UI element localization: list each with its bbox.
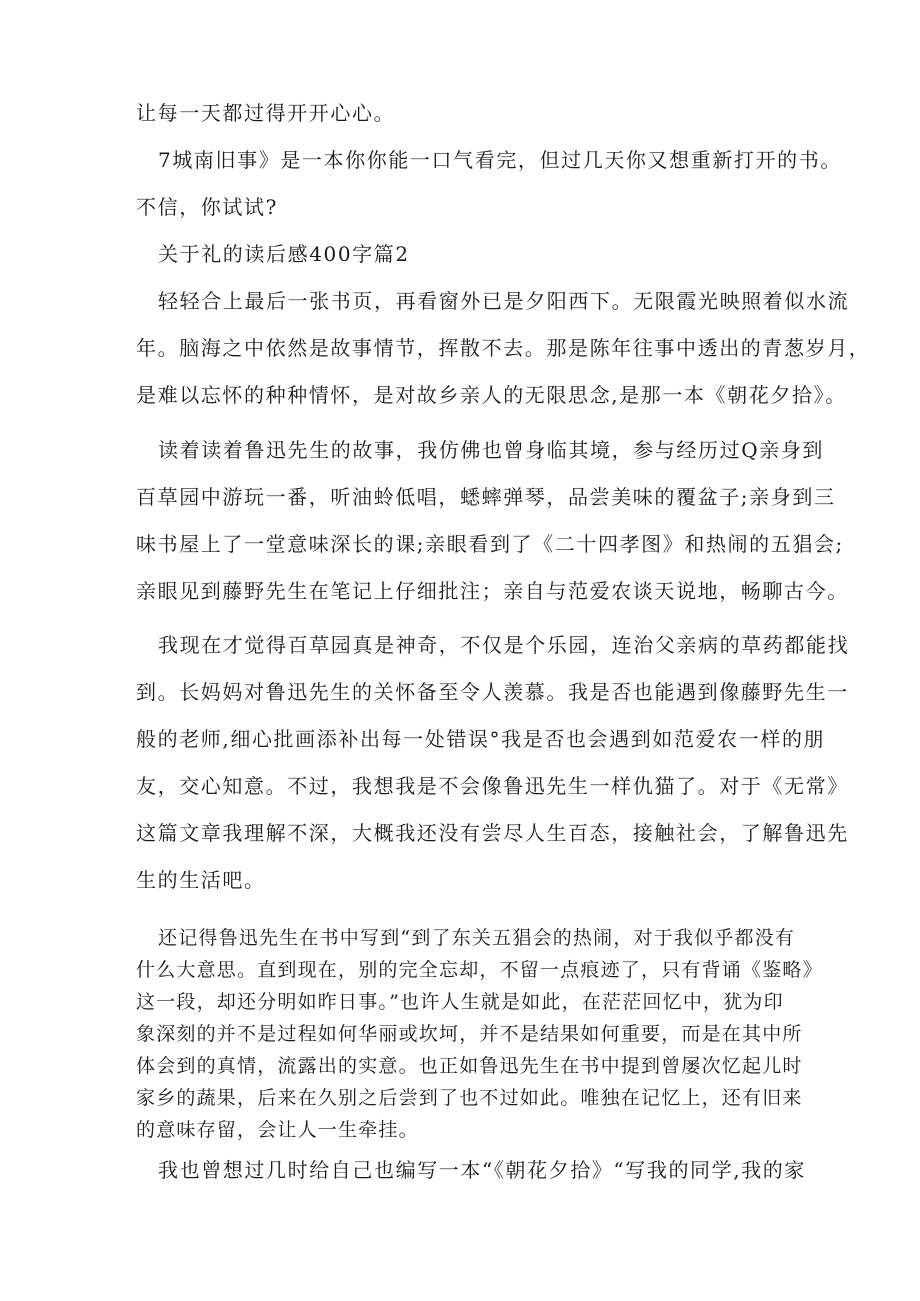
- text-line: 让每一天都过得开开心心。: [136, 101, 396, 125]
- text-line: 还记得鲁迅先生在书中写到“到了东关五猖会的热闹，对于我似乎都没有: [158, 927, 796, 949]
- text-line: 般的老师,细心批画添补出每一处错误°我是否也会遇到如范爱农一样的朋: [136, 727, 826, 751]
- text-line: 什么大意思。直到现在，别的完全忘却，不留一点痕迹了，只有背诵《鉴略》: [136, 959, 823, 981]
- text-line: 不信，你试试?: [136, 195, 278, 219]
- text-line: 读着读着鲁迅先生的故事，我仿佛也曾身临其境，参与经历过Q亲身到: [158, 438, 824, 462]
- text-line: 生的生活吧。: [136, 868, 266, 892]
- section-heading: 关于礼的读后感400字篇2: [158, 242, 410, 266]
- text-line: 我也曾想过几时给自己也编写一本“《朝花夕拾》“写我的同学,我的家: [158, 1158, 807, 1182]
- text-line: 我现在才觉得百草园真是神奇，不仅是个乐园，连治父亲病的草药都能找: [158, 633, 850, 657]
- text-line: 亲眼见到藤野先生在笔记上仔细批注；亲自与范爱农谈天说地，畅聊古今。: [136, 579, 849, 603]
- text-line: 的意味存留，会让人一生牵挂。: [136, 1119, 419, 1141]
- text-line: 7城南旧事》是一本你你能一口气看完，但过几天你又想重新打开的书。: [158, 148, 842, 172]
- text-line: 这篇文章我理解不深，大概我还没有尝尽人生百态，接触社会，了解鲁迅先: [136, 821, 849, 845]
- text-line: 这一段，却还分明如昨日事。”也许人生就是如此，在茫茫回忆中，犹为印: [136, 991, 784, 1013]
- text-line: 家乡的蔬果，后来在久别之后尝到了也不过如此。唯独在记忆上，还有旧来: [136, 1087, 803, 1109]
- text-line: 体会到的真情，流露出的实意。也正如鲁迅先生在书中提到曾屡次忆起儿时: [136, 1055, 803, 1077]
- text-line: 象深刻的并不是过程如何华丽或坎坷，并不是结果如何重要，而是在其中所: [136, 1023, 803, 1045]
- text-line: 味书屋上了一堂意味深长的课;亲眼看到了《二十四孝图》和热闹的五猖会;: [136, 532, 844, 556]
- text-line: 到。长妈妈对鲁迅先生的关怀备至令人羡慕。我是否也能遇到像藤野先生一: [136, 680, 849, 704]
- text-line: 轻轻合上最后一张书页，再看窗外已是夕阳西下。无限霞光映照着似水流: [158, 289, 850, 313]
- text-line: 是难以忘怀的种种情怀，是对故乡亲人的无限思念,是那一本《朝花夕拾》。: [136, 383, 847, 407]
- text-line: 友，交心知意。不过，我想我是不会像鲁迅先生一样仇猫了。对于《无常》: [136, 774, 849, 798]
- text-line: 百草园中游玩一番，听油蛉低唱，蟋蟀弹琴，品尝美味的覆盆子;亲身到三: [136, 485, 836, 509]
- text-line: 年。脑海之中依然是故事情节，挥散不去。那是陈年往事中透出的青葱岁月，: [136, 336, 871, 360]
